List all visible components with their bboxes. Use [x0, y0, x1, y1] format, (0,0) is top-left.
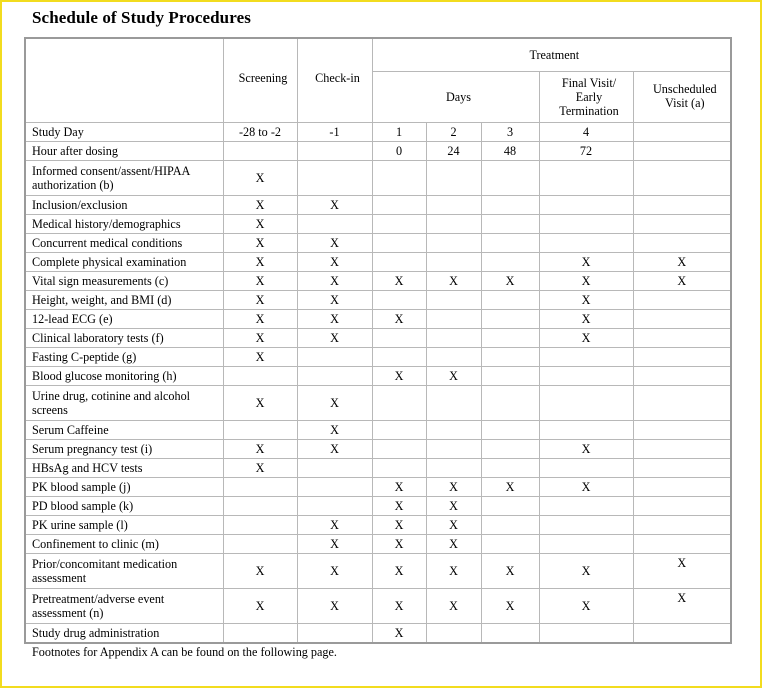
row-label-line2: assessment	[32, 570, 87, 585]
schedule-cell	[372, 420, 426, 439]
row-label: Serum Caffeine	[25, 420, 223, 439]
schedule-cell	[372, 439, 426, 458]
header-final-visit-line1: Final Visit/	[561, 75, 617, 90]
schedule-cell: X	[481, 477, 539, 496]
schedule-cell	[539, 214, 633, 233]
schedule-cell: X	[223, 328, 297, 347]
table-row	[25, 588, 731, 623]
schedule-cell: X	[297, 515, 372, 534]
schedule-cell	[372, 252, 426, 271]
schedule-cell: X	[539, 328, 633, 347]
schedule-cell	[633, 347, 731, 366]
table-row	[25, 141, 731, 160]
schedule-cell: X	[481, 271, 539, 290]
schedule-cell	[223, 534, 297, 553]
schedule-cell	[539, 160, 633, 195]
schedule-body	[25, 122, 731, 643]
schedule-cell	[633, 309, 731, 328]
row-label-line2: assessment (n)	[32, 605, 104, 620]
header-final-visit-line3: Termination	[559, 103, 619, 118]
header-blank-cell	[25, 38, 223, 122]
header-row-1	[25, 38, 731, 71]
schedule-cell	[297, 477, 372, 496]
schedule-cell: X	[223, 214, 297, 233]
schedule-cell: X	[633, 271, 731, 290]
schedule-cell	[481, 160, 539, 195]
schedule-cell: X	[426, 366, 481, 385]
row-label-line1: Urine drug, cotinine and alcohol	[32, 388, 191, 403]
schedule-cell	[481, 515, 539, 534]
schedule-cell: X	[426, 588, 481, 623]
schedule-cell: X	[223, 385, 297, 420]
row-label: PK blood sample (j)	[25, 477, 223, 496]
schedule-cell: X	[297, 439, 372, 458]
schedule-cell: X	[539, 309, 633, 328]
schedule-cell: X	[372, 534, 426, 553]
schedule-cell	[223, 623, 297, 643]
row-label: Study Day	[25, 122, 223, 141]
schedule-cell	[297, 623, 372, 643]
schedule-cell: 24	[426, 141, 481, 160]
schedule-cell	[633, 328, 731, 347]
schedule-cell	[426, 623, 481, 643]
row-label: Study drug administration	[25, 623, 223, 643]
table-row	[25, 309, 731, 328]
schedule-cell	[539, 623, 633, 643]
header-checkin: Check-in	[297, 38, 372, 122]
schedule-cell	[372, 195, 426, 214]
row-label: Medical history/demographics	[25, 214, 223, 233]
schedule-cell: X	[633, 553, 731, 588]
schedule-cell: X	[372, 553, 426, 588]
schedule-cell	[426, 347, 481, 366]
schedule-cell	[481, 420, 539, 439]
schedule-cell	[297, 141, 372, 160]
header-treatment: Treatment	[372, 38, 731, 71]
schedule-cell: X	[539, 290, 633, 309]
table-row	[25, 385, 731, 420]
schedule-cell: X	[372, 366, 426, 385]
schedule-cell	[633, 160, 731, 195]
schedule-cell: X	[539, 553, 633, 588]
table-row	[25, 477, 731, 496]
schedule-cell: X	[223, 290, 297, 309]
table-row	[25, 420, 731, 439]
schedule-cell: X	[297, 328, 372, 347]
schedule-cell: X	[297, 309, 372, 328]
schedule-cell: X	[426, 534, 481, 553]
schedule-cell	[633, 290, 731, 309]
row-label: Vital sign measurements (c)	[25, 271, 223, 290]
table-row	[25, 328, 731, 347]
schedule-cell	[426, 290, 481, 309]
schedule-cell: 0	[372, 141, 426, 160]
schedule-cell: X	[481, 553, 539, 588]
schedule-cell	[633, 458, 731, 477]
row-label: Concurrent medical conditions	[25, 233, 223, 252]
row-label: Hour after dosing	[25, 141, 223, 160]
header-days: Days	[372, 71, 539, 122]
document-title: Schedule of Study Procedures	[32, 8, 251, 27]
schedule-cell	[372, 233, 426, 252]
schedule-cell: -1	[297, 122, 372, 141]
schedule-cell: X	[426, 271, 481, 290]
schedule-cell	[426, 420, 481, 439]
schedule-cell	[372, 214, 426, 233]
schedule-cell	[372, 458, 426, 477]
schedule-cell	[481, 328, 539, 347]
schedule-cell	[223, 420, 297, 439]
schedule-cell	[297, 458, 372, 477]
schedule-cell	[539, 515, 633, 534]
schedule-cell	[372, 290, 426, 309]
schedule-cell: X	[223, 233, 297, 252]
table-row	[25, 271, 731, 290]
schedule-cell	[539, 420, 633, 439]
header-unscheduled-line1: Unscheduled	[652, 81, 717, 96]
schedule-cell	[426, 160, 481, 195]
schedule-cell	[633, 439, 731, 458]
schedule-cell: X	[426, 553, 481, 588]
schedule-cell	[372, 328, 426, 347]
header-final-visit	[539, 71, 633, 122]
header-screening: Screening	[223, 38, 297, 122]
header-unscheduled-line2: Visit (a)	[665, 95, 705, 110]
schedule-cell: X	[539, 271, 633, 290]
schedule-cell: X	[223, 195, 297, 214]
schedule-cell	[426, 195, 481, 214]
schedule-cell	[426, 328, 481, 347]
schedule-cell: X	[372, 496, 426, 515]
schedule-cell	[633, 195, 731, 214]
schedule-cell	[481, 623, 539, 643]
schedule-cell: X	[372, 477, 426, 496]
schedule-cell	[633, 141, 731, 160]
schedule-cell: X	[297, 385, 372, 420]
schedule-cell	[633, 515, 731, 534]
schedule-cell	[426, 309, 481, 328]
table-row	[25, 214, 731, 233]
schedule-cell	[633, 233, 731, 252]
schedule-cell	[633, 122, 731, 141]
schedule-cell: X	[426, 477, 481, 496]
row-label: Confinement to clinic (m)	[25, 534, 223, 553]
schedule-cell	[633, 385, 731, 420]
schedule-cell: X	[223, 160, 297, 195]
schedule-cell	[481, 233, 539, 252]
schedule-cell	[633, 214, 731, 233]
schedule-cell	[539, 534, 633, 553]
schedule-cell	[481, 534, 539, 553]
schedule-cell	[633, 534, 731, 553]
schedule-cell	[223, 496, 297, 515]
schedule-cell	[481, 439, 539, 458]
schedule-cell: X	[633, 588, 731, 623]
row-label: PD blood sample (k)	[25, 496, 223, 515]
schedule-cell	[539, 496, 633, 515]
table-row	[25, 252, 731, 271]
schedule-table	[24, 37, 732, 644]
table-row	[25, 195, 731, 214]
schedule-cell: X	[426, 515, 481, 534]
table-row	[25, 553, 731, 588]
schedule-cell: 1	[372, 122, 426, 141]
schedule-cell	[481, 385, 539, 420]
table-row	[25, 347, 731, 366]
schedule-cell: X	[297, 195, 372, 214]
schedule-cell: 4	[539, 122, 633, 141]
schedule-cell	[633, 623, 731, 643]
row-label-line1: Prior/concomitant medication	[32, 556, 178, 571]
schedule-cell: X	[633, 252, 731, 271]
schedule-cell	[481, 496, 539, 515]
schedule-cell	[633, 420, 731, 439]
schedule-cell	[481, 309, 539, 328]
table-row	[25, 366, 731, 385]
schedule-cell: 2	[426, 122, 481, 141]
schedule-cell	[633, 496, 731, 515]
schedule-cell	[426, 214, 481, 233]
row-label: Serum pregnancy test (i)	[25, 439, 223, 458]
schedule-cell: X	[223, 271, 297, 290]
schedule-cell: X	[297, 271, 372, 290]
schedule-cell: X	[223, 252, 297, 271]
schedule-cell	[297, 160, 372, 195]
schedule-cell	[539, 366, 633, 385]
row-label	[25, 553, 223, 588]
schedule-cell: X	[297, 252, 372, 271]
header-unscheduled-visit	[633, 71, 731, 122]
schedule-cell	[223, 515, 297, 534]
schedule-cell	[372, 160, 426, 195]
row-label	[25, 385, 223, 420]
table-row	[25, 458, 731, 477]
table-row	[25, 290, 731, 309]
row-label: Height, weight, and BMI (d)	[25, 290, 223, 309]
schedule-cell: X	[223, 458, 297, 477]
schedule-cell	[426, 233, 481, 252]
schedule-cell	[481, 366, 539, 385]
schedule-cell: X	[426, 496, 481, 515]
table-row	[25, 496, 731, 515]
schedule-cell	[633, 366, 731, 385]
row-label-line1: Pretreatment/adverse event	[32, 591, 165, 606]
schedule-cell	[539, 233, 633, 252]
schedule-cell	[426, 458, 481, 477]
row-label: Blood glucose monitoring (h)	[25, 366, 223, 385]
row-label	[25, 588, 223, 623]
schedule-cell	[481, 195, 539, 214]
schedule-cell	[426, 385, 481, 420]
schedule-cell: X	[539, 588, 633, 623]
schedule-cell	[223, 141, 297, 160]
table-row	[25, 439, 731, 458]
schedule-cell: X	[297, 233, 372, 252]
schedule-cell	[481, 290, 539, 309]
schedule-cell: X	[481, 588, 539, 623]
schedule-cell: X	[372, 271, 426, 290]
schedule-cell: X	[539, 439, 633, 458]
schedule-cell: X	[223, 439, 297, 458]
schedule-cell	[633, 477, 731, 496]
schedule-cell: X	[297, 553, 372, 588]
schedule-cell: X	[539, 252, 633, 271]
schedule-cell: X	[297, 588, 372, 623]
schedule-cell: X	[372, 588, 426, 623]
schedule-cell	[223, 366, 297, 385]
schedule-cell	[223, 477, 297, 496]
schedule-cell: 72	[539, 141, 633, 160]
schedule-cell: X	[372, 309, 426, 328]
schedule-cell: X	[297, 290, 372, 309]
schedule-cell	[297, 496, 372, 515]
table-row	[25, 623, 731, 643]
schedule-cell: X	[539, 477, 633, 496]
schedule-cell: 48	[481, 141, 539, 160]
schedule-cell: X	[372, 515, 426, 534]
footnote-text: Footnotes for Appendix A can be found on the following page.	[32, 645, 337, 659]
table-row	[25, 534, 731, 553]
schedule-cell	[372, 385, 426, 420]
schedule-cell	[481, 214, 539, 233]
schedule-cell	[539, 347, 633, 366]
schedule-cell	[481, 252, 539, 271]
schedule-cell: X	[372, 623, 426, 643]
header-final-visit-line2: Early	[575, 89, 603, 104]
row-label-line1: Informed consent/assent/HIPAA	[32, 163, 191, 178]
schedule-cell	[297, 214, 372, 233]
row-label: Inclusion/exclusion	[25, 195, 223, 214]
schedule-cell	[539, 385, 633, 420]
row-label: Complete physical examination	[25, 252, 223, 271]
schedule-cell	[539, 458, 633, 477]
schedule-cell: -28 to -2	[223, 122, 297, 141]
table-row	[25, 160, 731, 195]
row-label	[25, 160, 223, 195]
row-label-line2: screens	[32, 402, 68, 417]
row-label-line2: authorization (b)	[32, 177, 114, 192]
schedule-cell: X	[223, 347, 297, 366]
schedule-cell: X	[297, 420, 372, 439]
schedule-cell: X	[223, 309, 297, 328]
schedule-cell	[481, 347, 539, 366]
row-label: 12-lead ECG (e)	[25, 309, 223, 328]
schedule-cell	[481, 458, 539, 477]
schedule-cell: X	[297, 534, 372, 553]
schedule-cell	[297, 347, 372, 366]
row-label: Fasting C-peptide (g)	[25, 347, 223, 366]
schedule-cell	[426, 252, 481, 271]
row-label: Clinical laboratory tests (f)	[25, 328, 223, 347]
schedule-cell: 3	[481, 122, 539, 141]
row-label: PK urine sample (l)	[25, 515, 223, 534]
schedule-cell: X	[223, 588, 297, 623]
schedule-cell	[372, 347, 426, 366]
schedule-cell	[297, 366, 372, 385]
schedule-cell	[539, 195, 633, 214]
table-row	[25, 515, 731, 534]
row-label: HBsAg and HCV tests	[25, 458, 223, 477]
table-row	[25, 122, 731, 141]
schedule-cell	[426, 439, 481, 458]
table-row	[25, 233, 731, 252]
schedule-cell: X	[223, 553, 297, 588]
